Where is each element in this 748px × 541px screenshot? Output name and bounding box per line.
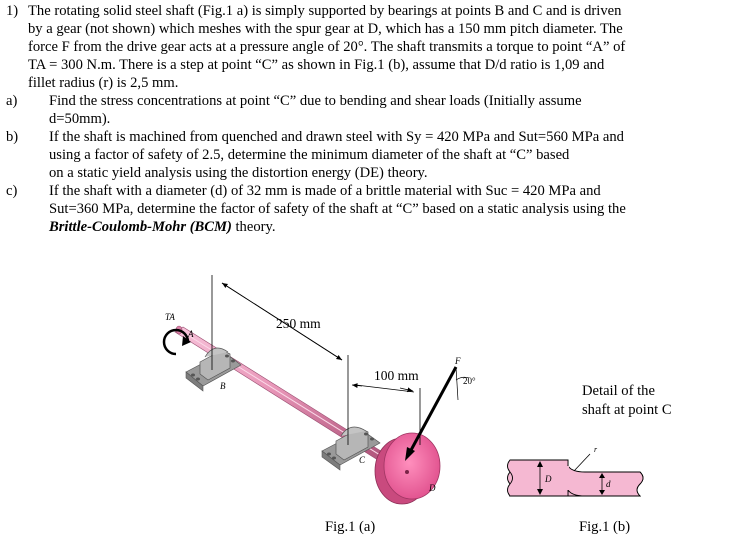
label-small-d: d — [606, 479, 611, 489]
part-b-label: b) — [6, 129, 19, 145]
part-c-tail: theory. — [231, 219, 276, 235]
part-c-line: If the shaft with a diameter (d) of 32 mm is made of a brittle material with Suc = 420 MPa and — [49, 183, 601, 199]
intro-line: TA = 300 N.m. There is a step at point “C” as shown in Fig.1 (b), assume that D/d ratio is 1,09 and — [28, 57, 605, 73]
intro-line: force F from the drive gear acts at a pressure angle of 20°. The shaft transmits a torque to point “A” of — [28, 39, 626, 55]
part-c-line: Sut=360 MPa, determine the factor of safety of the shaft at “C” based on a static analysis using the — [49, 201, 626, 217]
label-d: D — [429, 483, 436, 493]
label-big-d: D — [545, 474, 552, 484]
intro-line: by a gear (not shown) which meshes with the spur gear at D, which has a 150 mm pitch diameter. The — [28, 21, 623, 37]
label-f: F — [455, 356, 461, 366]
angle-label: 20° — [463, 376, 476, 386]
label-b: B — [220, 381, 226, 391]
detail-title-line: shaft at point C — [582, 402, 672, 418]
label-a: A — [188, 329, 194, 339]
problem-number: 1) — [6, 3, 19, 19]
intro-line: The rotating solid steel shaft (Fig.1 a) is simply supported by bearings at points B and C and is driven — [28, 3, 622, 19]
dimension-250: 250 mm — [276, 316, 321, 331]
bcm-theory-name: Brittle-Coulomb-Mohr (BCM) — [49, 219, 232, 235]
label-r: r — [594, 445, 598, 454]
dimension-100: 100 mm — [374, 368, 419, 383]
figure-a-caption: Fig.1 (a) — [325, 519, 376, 535]
part-b-line: on a static yield analysis using the distortion energy (DE) theory. — [49, 165, 428, 181]
stepped-shaft — [508, 454, 644, 496]
part-c-label: c) — [6, 183, 18, 199]
part-b-line: If the shaft is machined from quenched and drawn steel with Sy = 420 MPa and Sut=560 MPa and — [49, 129, 624, 145]
part-a-label: a) — [6, 93, 18, 109]
part-a-line: Find the stress concentrations at point “C” due to bending and shear loads (Initially assume — [49, 93, 582, 109]
detail-title-line: Detail of the — [582, 383, 655, 399]
part-a-line: d=50mm). — [49, 111, 111, 127]
figure-b-caption: Fig.1 (b) — [579, 519, 631, 535]
label-ta: TA — [165, 312, 175, 322]
part-b-line: using a factor of safety of 2.5, determine the minimum diameter of the shaft at “C” based — [49, 147, 570, 163]
intro-line: fillet radius (r) is 2,5 mm. — [28, 75, 179, 91]
label-c: C — [359, 455, 366, 465]
